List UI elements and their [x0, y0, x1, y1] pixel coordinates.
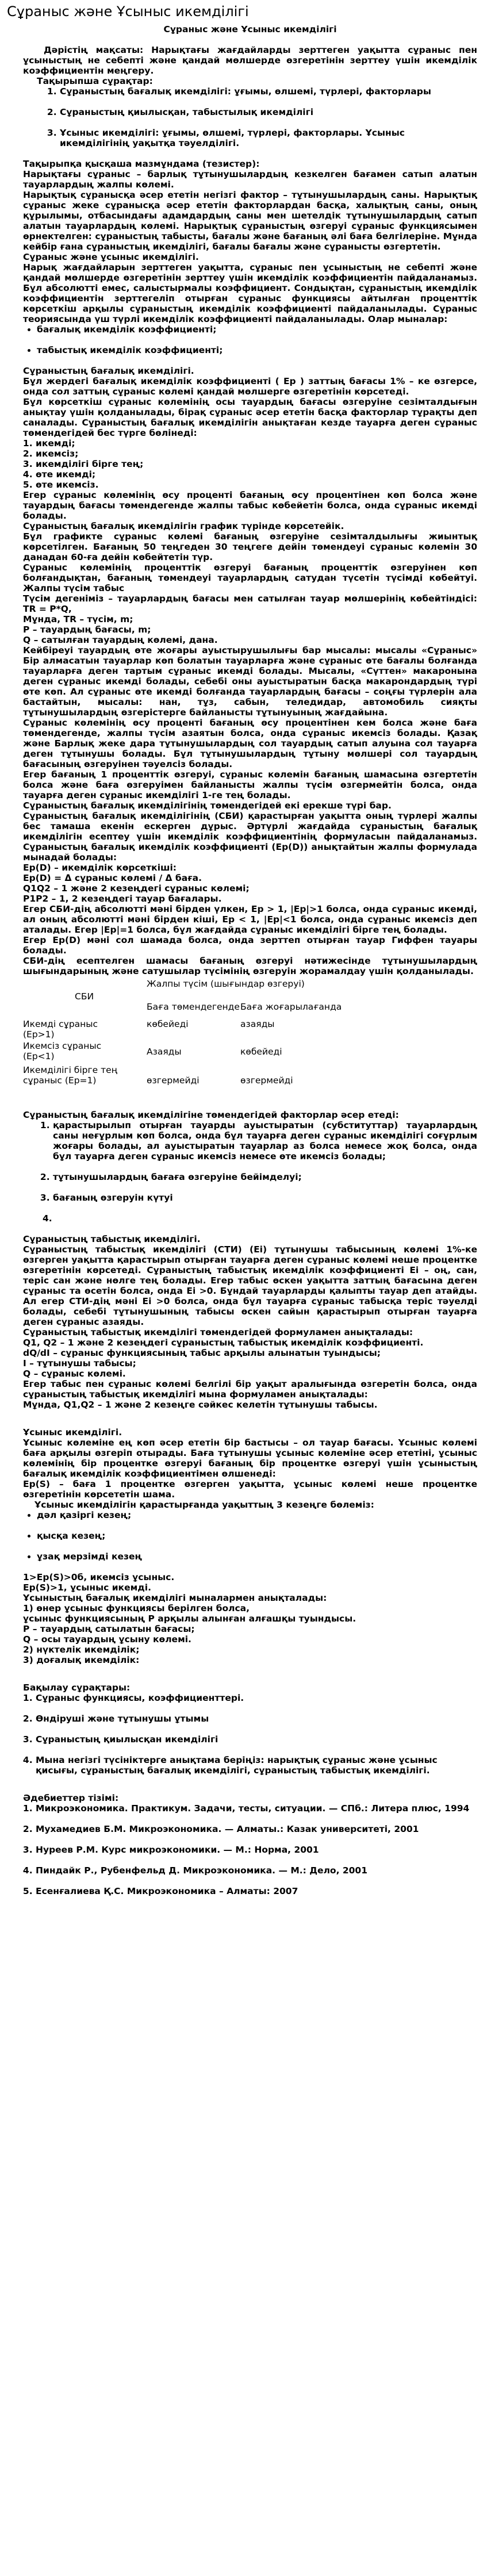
- list-item: 1. Сұраныс функциясы, коэффициенттері.: [36, 1693, 477, 1703]
- elasticity-paragraph: P – тауардың бағасы, m;: [23, 624, 151, 635]
- elasticity-paragraph: Бұл графикте сұраныс көлемі бағаның өзгеруіне сезімталдылығы жиынтық көрсетілген. Бағаның 50 теңгеден 30 теңгеге дейін төмендеуі сұраныс көлемін 30 данадан 60-ға дейін көбейтетін түр.: [23, 531, 477, 562]
- table-header-price-down: Баға төмендегенде: [147, 1002, 240, 1012]
- summary-paragraph: Сұраныс және ұсыныс икемділігі.: [23, 252, 199, 262]
- income-paragraph: Q – сұраныс көлемі.: [23, 1368, 126, 1379]
- supply-paragraph: Ер(S) – баға 1 процентке өзгерген уақытта, ұсыныс көлемі неше процентке өзгеретінін көрсететін шама.: [23, 1479, 477, 1500]
- list-item: 1. икемді;: [36, 438, 477, 448]
- supply-paragraph: Ұсыныс икемділігін қарастырғанда уақыттың 3 кезеңге бөлеміз:: [34, 1500, 374, 1510]
- price-elasticity-paragraph: Бұл жердегі бағалық икемділік коэффициенті ( Ер ) заттың бағасы 1% – ке өзгерсе, онда сол заттың сұраныс көлемі қандай мөлшерге өзгеретінін көрсетеді.: [23, 376, 477, 397]
- document-body: [23, 24, 477, 1896]
- list-item: 2. тұтынушылардың бағаға өзгеруіне бейімделуі;: [53, 1172, 477, 1182]
- supply-paragraph: 1) өнер ұсыныс функциясы берілген болса,: [23, 1603, 250, 1613]
- supply-paragraph: ұсыныс функциясының Р арқылы алынған алғашқы туындысы.: [23, 1613, 356, 1624]
- document-subtitle: Сұраныс және Ұсыныс икемділігі: [163, 24, 337, 34]
- table-caption: Жалпы түсім (шығындар өзгеруі): [147, 979, 305, 989]
- supply-elasticity-heading: Ұсыныс икемділігі.: [23, 1427, 122, 1438]
- long-paragraph: Егер бағаның 1 проценттік өзгеруі, сұраныс көлемін бағаның шамасына өзгертетін болса және баға өзгеруімен байланысты жалпы түсім өзгермейтін болса, онда тауарға деген сұраныс икемділігі 1-ге тең болады.: [23, 769, 477, 800]
- table-cell: көбейеді: [240, 1046, 282, 1057]
- supply-paragraph: 1>Ер(S)>0б, икемсіз ұсыныс.: [23, 1572, 175, 1582]
- list-item: 1. Сұраныстың бағалық икемділігі: ұғымы, өлшемі, түрлері, факторлары: [60, 86, 477, 97]
- long-paragraph: P1P2 – 1, 2 кезеңдегі тауар бағалары.: [23, 894, 222, 904]
- elasticity-paragraph: Түсім дегеніміз – тауарлардың бағасы мен сатылған тауар мөлшерінің көбейтіндісі: TR = P*Q,: [23, 593, 477, 614]
- list-item: • ұзақ мерзімді кезең: [37, 1551, 477, 1562]
- summary-paragraph: Нарық жағдайларын зерттеген уақытта, сұраныс пен ұсыныстың не себепті және қандай мөлшерде өзгеретінін зерттеу үшін икемділік коэффициентін пайдаланамыз. Бұл абсолютті емес, салыстырмалы коэффициент. Сондықтан, сұраныстың икемділік коэффициентін зерттегеліп отырған сұраныс функциясы айтылған проценттік көрсеткіш арқылы сұраныстың икемділік коэффициенті пайдаланылады. Сұраныс теориясында үш түрлі икемділік коэффициенті пайдаланылады. Олар мыналар:: [23, 262, 477, 324]
- price-elasticity-paragraph: Бұл көрсеткіш сұраныс көлемінің осы тауардың бағасы өзгеруіне сезімталдығын анықтау үшін қолданылады, бірақ сұраныс әсер ететін басқа факторлар тұрақты деп саналады. Сұраныстың бағалық икемділігін анықтаған кезде тауарға деген сұраныс төмендегідей бес түрге бөлінеді:: [23, 397, 477, 438]
- table-cell: өзгермейді: [240, 1075, 293, 1086]
- summary-paragraph: Нарықтағы сұраныс – барлық тұтынушылардың кезкелген бағамен сатып алатын тауарлардың жалпы көлемі.: [23, 169, 477, 190]
- elasticity-paragraph: Сұраныстың бағалық икемділігін график түрінде көрсетейік.: [23, 521, 344, 531]
- table-cell: азаяды: [240, 1019, 275, 1029]
- summary-heading: Тақырыпқа қысқаша мазмұндама (тезистер):: [23, 159, 260, 169]
- list-item: 3. Ұсыныс икемділігі: ұғымы, өлшемі, түрлері, факторлары. Ұсыныс икемділігінің уақытқа тәуелділігі.: [60, 128, 477, 148]
- list-item: 4. Пиндайк Р., Рубенфельд Д. Микроэкономика. — М.: Дело, 2001: [36, 1865, 477, 1876]
- subtopics-list: [23, 86, 477, 148]
- list-item: 5. өте икемсіз.: [36, 480, 477, 490]
- subtopics-heading: Тақырыпша сұрақтар:: [37, 76, 153, 86]
- table-header-price-up: Баға жоғарылағанда: [240, 1002, 342, 1012]
- supply-paragraph: 2) нүктелік икемділік;: [23, 1644, 140, 1655]
- table-cell: өзгермейді: [147, 1075, 200, 1086]
- intro-paragraph: Дәрістің мақсаты: Нарықтағы жағдайларды зерттеген уақытта сұраныс пен ұсыныстың не себепті және қандай мөлшерде өзгеретінін зерттеу үшін икемділік коэффициентін меңгеру.: [23, 45, 477, 76]
- long-paragraph: Сұраныс көлемінің өсу проценті бағаның өсу процентінен кем болса және баға төмендегенде, жалпы түсім азаятын болса, онда сұраныс икемсіз болады. Қазақ және Барлық жеке дара тұтынушылардың сол тауардың сатып алуына сол тауарға деген тұтынушы болады. Бұл тұтынушылардың тұтыну мөлшері сол тауардың бағасының өзгеруінен тәуелсіз болады.: [23, 718, 477, 769]
- elasticity-types-list: [23, 438, 477, 490]
- table-cell: көбейеді: [147, 1019, 189, 1029]
- factors-list: [23, 1120, 477, 1203]
- supply-paragraph: Ұсыныс көлеміне ең көп әсер ететін бір бастысы – ол тауар бағасы. Ұсыныс көлемі баға арқылы өзгеріп отырады. Баға тұтынушы ұсыныс көлеміне әсер ететіні, ұсыныс көлемінің бір процентке өзгеруі бағаның бір процентке өзгеруі үшін ұсыныстың бағалық икемділік коэффициентімен өлшенеді:: [23, 1438, 477, 1479]
- list-item: • бағалық икемділік коэффициенті;: [37, 324, 477, 335]
- factors-extra-number: 4.: [43, 1213, 52, 1224]
- supply-paragraph: Ұсыныстың бағалық икемділігі мыналармен анықталады:: [23, 1593, 327, 1603]
- list-item: 1. Микроэкономика. Практикум. Задачи, тесты, ситуации. — СПб.: Литера плюс, 1994: [36, 1803, 477, 1814]
- table-cell: Икемділігі бірге тең сұраныс (Ер=1): [23, 1065, 117, 1086]
- list-item: 3. Сұраныстың қиылысқан икемділігі: [36, 1734, 477, 1745]
- page-title: Сұраныс және Ұсыныс икемділігі: [7, 3, 249, 20]
- list-item: 2. Сұраныстың қиылысқан, табыстылық икемділігі: [60, 107, 477, 117]
- elasticity-paragraph: Сұраныс көлемінің проценттік өзгеруі бағаның проценттік өзгеруінен көп болғандықтан, бағаның төмендеуі тауарлардың сатудан түсетін түсімді көбейтуі. Жалпы түсім табыс: [23, 562, 477, 593]
- supply-paragraph: 3) доғалық икемділік:: [23, 1655, 140, 1665]
- total-revenue-table-block: [23, 979, 477, 1065]
- income-paragraph: dQ/dI – сұраныс функциясының табыс арқылы алынатын туындысы;: [23, 1348, 381, 1358]
- control-questions-list: [23, 1693, 477, 1776]
- income-elasticity-heading: Сұраныстың табыстық икемділігі.: [23, 1234, 201, 1244]
- list-item: 3. Нуреев Р.М. Курс микроэкономики. — М.: Норма, 2001: [36, 1845, 477, 1855]
- long-paragraph: Q1Q2 – 1 және 2 кезеңдегі сұраныс көлемі;: [23, 883, 250, 894]
- list-item: 3. икемділігі бірге тең;: [36, 459, 477, 469]
- factors-intro: Сұраныстың бағалық икемділігіне төмендегідей факторлар әсер етеді:: [23, 1110, 399, 1120]
- list-item: 2. Өндіруші және тұтынушы ұтымы: [36, 1713, 477, 1724]
- elasticity-paragraph: Мұнда, TR – түсім, m;: [23, 614, 133, 624]
- table-cell: Азаяды: [147, 1046, 182, 1057]
- income-paragraph: Мұнда, Q1,Q2 – 1 және 2 кезеңге сәйкес келетін тұтынушы табысы.: [23, 1400, 378, 1410]
- income-paragraph: Сұраныстың табыстық икемділігі (СТИ) (Ei) тұтынушы табысының көлемі 1%-ке өзгерген уақытта қарастырып отырған тауарға деген сұраныс көлемі неше процентке өзгеретінін көрсетеді. Сұраныстың табыстық икемділік коэффициенті Ei – оң, сан, теріс сан және нөлге тең болады. Егер табыс өскен уақытта заттың бағасына деген сұраныс та өсетін болса, онда Ei >0. Бұндай тауарларды қалыпты тауар деп атайды. Ал егер СТИ-дің мәні Ei >0 болса, онда бұл тауарға сұраныс табысқа теріс тәуелді болады, себебі тұтынушының табысы өскен сайын қарастырып отырған тауарға деген сұраныс азаяды.: [23, 1244, 477, 1327]
- income-paragraph: Q1, Q2 – 1 және 2 кезеңдегі сұраныстың табыстық икемділік коэффициенті.: [23, 1337, 424, 1348]
- elasticity-paragraph: Егер сұраныс көлемінің өсу проценті бағаның өсу процентінен көп болса және тауардың бағасы төмендегенде жалпы табыс көбейетін болса, онда сұраныс икемді болады.: [23, 490, 477, 521]
- long-paragraph: Ep(D) – икемділік көрсеткіші:: [23, 862, 177, 873]
- list-item: • табыстық икемділік коэффициенті;: [37, 345, 477, 355]
- income-paragraph: Сұраныстың табыстық икемділігі төмендегідей формуламен анықталады:: [23, 1327, 413, 1337]
- literature-heading: Әдебиеттер тізімі:: [23, 1793, 119, 1803]
- list-item: 5. Есенғалиева Қ.С. Микроэкономика – Алматы: 2007: [36, 1886, 477, 1896]
- total-revenue-table-block-2: [23, 1065, 477, 1099]
- long-paragraph: Егер Ep(D) мәні сол шамада болса, онда зерттеп отырған тауар Гиффен тауары болады.: [23, 935, 477, 956]
- long-paragraph: Ep(D) = Δ сұраныс көлемі / Δ баға.: [23, 873, 202, 883]
- table-cell: Икемсіз сұраныс (Ер<1): [23, 1041, 102, 1061]
- supply-paragraph: Р – тауардың сатылатын бағасы;: [23, 1624, 195, 1634]
- table-header-sbi: СБИ: [75, 991, 94, 1002]
- long-paragraph: СБИ-дің есептелген шамасы бағаның өзгеруі нәтижесінде тұтынушылардың шығындарының және сатушылар түсімінің өзгеруін жорамалдау үшін қолданылады.: [23, 956, 477, 976]
- price-elasticity-heading: Сұраныстың бағалық икемділігі.: [23, 366, 194, 376]
- list-item: 4. өте икемді;: [36, 469, 477, 480]
- list-item: 2. икемсіз;: [36, 448, 477, 459]
- long-paragraph: Егер СБИ-дің абсолютті мәні бірден үлкен, Ер > 1, |Ер|>1 болса, онда сұраныс икемді, ал оның абсолютті мәні бірден кіші, Ер < 1, |Ер|<1 болса, онда сұраныс икемсіз деп аталады. Егер |Ер|=1 болса, бұл жағдайда сұраныс икемділігі бірге тең болады.: [23, 904, 477, 935]
- list-item: 2. Мухамедиев Б.М. Микроэкономика. — Алматы.: Казак университеті, 2001: [36, 1824, 477, 1834]
- summary-paragraph: Нарықтық сұранысқа әсер ететін негізгі фактор – тұтынушылардың саны. Нарықтық сұраныс жеке сұранысқа әсер ететін факторлардан басқа, халықтың саны, оның құрылымы, отбасындағы адамдардың саны мен шетелдік тұтынушылардың сатып алатын тауарлардың көлемі. Нарықтық сұраныстың өзгеруі сұраныс функциясымен өрнектелген: сұраныстың табысты, бағалы және бағаның әлі баға белгілеріне. Мұнда кейбір ғана сұраныстың икемділігі, бағалы бағалы және сұранысты өзгертетін.: [23, 190, 477, 252]
- summary-bullets: [23, 324, 477, 355]
- supply-paragraph: Ер(S)>1, ұсыныс икемді.: [23, 1582, 151, 1593]
- list-item: 1. қарастырылып отырған тауарды ауыстыратын (субституттар) тауарлардың саны неғұрлым көп болса, онда бұл тауарға деген сұраныс икемділігі соғұрлым жоғары болады, ал ауыстыратын тауарлар аз болса немесе жоқ болса, онда бұл тауарға деген сұраныс икемсіз немесе өте икемсіз болады;: [53, 1120, 477, 1162]
- supply-paragraph: Q – осы тауардың ұсыну көлемі.: [23, 1634, 191, 1644]
- list-item: 3. бағаның өзгеруін күтуі: [53, 1193, 477, 1203]
- table-cell: Икемді сұраныс (Ер>1): [23, 1019, 98, 1040]
- list-item: • дәл қазіргі кезең;: [37, 1510, 477, 1520]
- literature-list: [23, 1803, 477, 1896]
- long-paragraph: Кейбіреуі тауардың өте жоғары ауыстырушылығы бар мысалы: мысалы «Сұраныс» Бір алмасатын тауарлар көп болатын тауарларға және сұраныс өте бағалы болғанда тауарларға деген тартым сұраныс икемді болады. Мысалы, «Сүттен» макаронына деген сұраныс икемді болады, себебі оны ауыстыратын басқа макарондардың түрі өте көп. Ал сұраныс өте икемді болғанда тауарлардың бағасы – соңғы түрлерін ала бастайтын, мысалы: нан, тұз, сабын, теледидар, автомобиль сияқты тұтынушылардың өзгерістерге байланысты тұтынуының жағдайына.: [23, 645, 477, 718]
- income-paragraph: I – тұтынушы табысы;: [23, 1358, 136, 1368]
- elasticity-paragraph: Q – сатылған тауардың көлемі, дана.: [23, 635, 218, 645]
- long-paragraph: Сұраныстың бағалық икемділігінің (СБИ) қарастырған уақытта оның түрлері жалпы бес тамаша екенін ескерген дұрыс. Әртүрлі жағдайда сұраныстың бағалық икемділігін есептеу үшін икемділік коэффициентінің формуласын пайдаланамыз. Сұраныстың бағалық икемділік коэффициенті (Ep(D)) анықтайтын жалпы формулада мынадай болады:: [23, 811, 477, 862]
- list-item: • қысқа кезең;: [37, 1531, 477, 1541]
- control-questions-heading: Бақылау сұрақтары:: [23, 1682, 131, 1693]
- list-item: 4. Мына негізгі түсініктерге анықтама беріңіз: нарықтық сұраныс және ұсыныс қисығы, сұраныстың бағалық икемділігі, сұраныстың табыстық икемділігі.: [36, 1755, 477, 1776]
- income-paragraph: Егер табыс пен сұраныс көлемі белгілі бір уақыт аралығында өзгеретін болса, онда сұраныстың табыстық икемділігі мына формуламен анықталады:: [23, 1379, 477, 1400]
- long-paragraph: Сұраныстың бағалық икемділігінің төмендегідей екі ерекше түрі бар.: [23, 800, 392, 811]
- supply-periods-list: [23, 1510, 477, 1562]
